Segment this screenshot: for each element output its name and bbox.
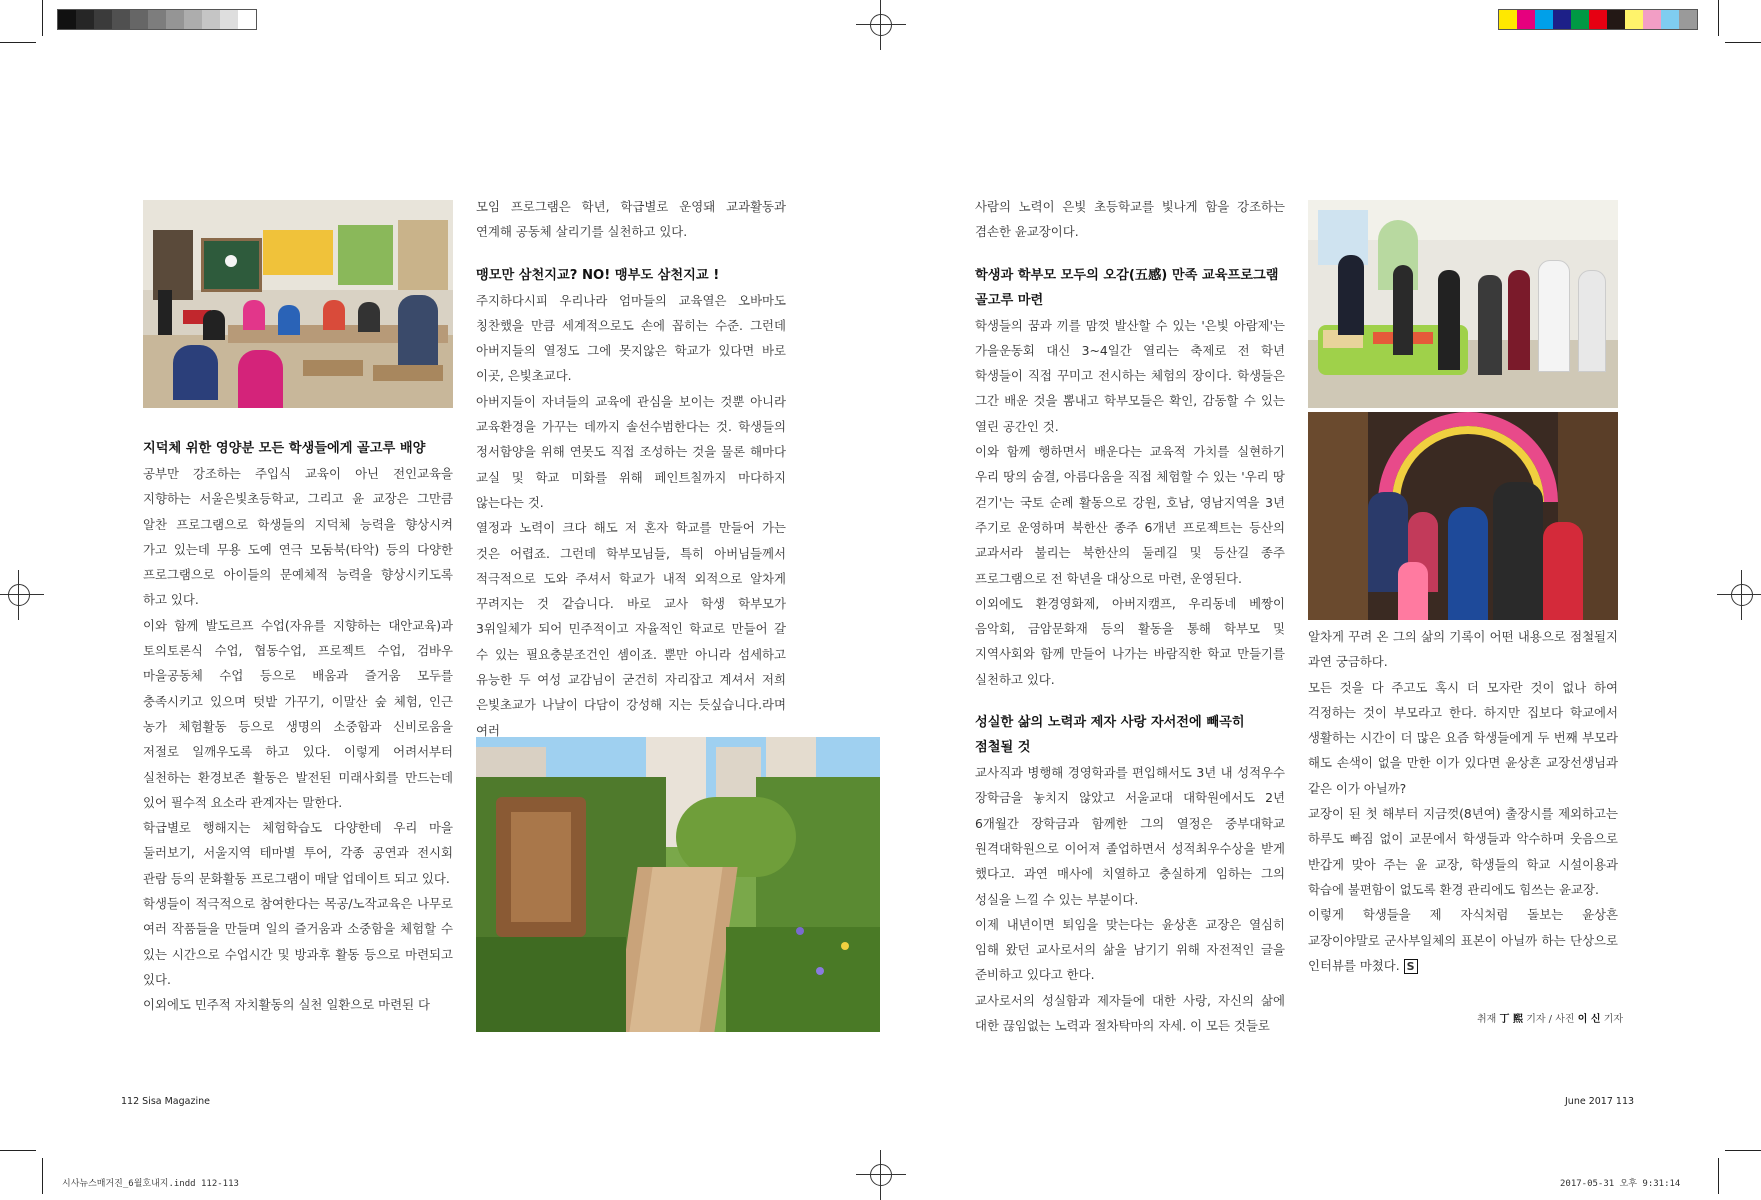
article-column-4	[1308, 624, 1618, 979]
registration-mark-bottom	[856, 1150, 906, 1200]
crop-mark-top-left-h	[0, 42, 36, 43]
section-heading-autobiography: 성실한 삶의 노력과 제자 사랑 자서전에 빼곡히 점철될 것	[975, 715, 1245, 756]
process-swatch-10	[1679, 10, 1697, 29]
crop-mark-top-left-v	[42, 0, 43, 36]
process-swatch-4	[1571, 10, 1589, 29]
byline-suffix: 기자	[1603, 1014, 1624, 1025]
process-swatch-6	[1607, 10, 1625, 29]
body-paragraph: 이외에도 민주적 자치활동의 실천 일환으로 마련된 다	[143, 997, 430, 1013]
process-swatch-0	[1499, 10, 1517, 29]
body-paragraph: 이와 함께 행하면서 배운다는 교육적 가치를 실현하기 우리 땅의 숨결, 아름다움을 직접 체험할 수 있는 '우리 땅 걷기'는 국토 순례 활동으로 강원, 호남, 영남지역을 3년 주기로 운영하며 북한산 종주 6개년 프로젝트는 등산의 교과서라 불리는 북한산의 둘레길 및 등산길 종주 프로그램으로 전 학년을 대상으로 마련, 운영된다.	[975, 444, 1285, 586]
byline-prefix: 취재	[1477, 1014, 1497, 1025]
section-heading-programs: 학생과 학부모 모두의 오감(五感) 만족 교육프로그램 골고루 마련	[975, 267, 1279, 308]
body-paragraph: 이제 내년이면 퇴임을 맞는다는 윤상흔 교장은 열심히 임해 왔던 교사로서의 삶을 남기기 위해 자전적인 글을 준비하고 있다고 한다.	[975, 916, 1285, 983]
body-paragraph	[1308, 902, 1618, 979]
body-paragraph: 이와 함께 발도르프 수업(자유를 지향하는 대안교육)과 토의토론식 수업, 협동수업, 프로젝트 수업, 검바우 마을공동체 수업 등으로 배움과 즐거움 모두를 충족시키고 있으며 텃밭 가꾸기, 이말산 숲 체험, 인근 농가 체험활동 등으로 생명의 소중함과 신비로움을 저절로 일깨우도록 하고 있다. 이렇게 어려서부터 실천하는 환경보존 활동은 발전된 미래사회를 만드는데 있어 필수적 요소라 관계자는 말한다.	[143, 617, 453, 810]
body-paragraph: 학급별로 행해지는 체험학습도 다양한데 우리 마을 둘러보기, 서울지역 테마별 투어, 각종 공연과 전시회 관람 등의 문화활동 프로그램이 매달 업데이트 되고 있다.	[143, 820, 453, 886]
grayscale-swatch-6	[166, 10, 184, 29]
grayscale-swatch-9	[220, 10, 238, 29]
school-garden-photo	[476, 737, 880, 1032]
process-swatch-9	[1661, 10, 1679, 29]
registration-mark-top	[856, 0, 906, 50]
body-paragraph-text: 이렇게 학생들을 제 자식처럼 돌보는 윤상흔 교장이야말로 군사부일체의 표본이 아닐까 하는 단상으로 인터뷰를 마쳤다.	[1308, 907, 1618, 973]
reporter-name: 丁 熙	[1499, 1014, 1523, 1025]
body-paragraph: 교사직과 병행해 경영학과를 편입해서도 3년 내 성적우수 장학금을 놓치지 않았고 서울교대 대학원에서도 2년 6개월간 장학금과 함께한 그의 열정은 중부대학교 원격대학원으로 이어져 졸업하면서 성적최우수상을 받게 했다고. 과연 매사에 치열하고 충실하게 임하는 그의 성실을 느낄 수 있는 부분이다.	[975, 765, 1285, 907]
crop-mark-bottom-left-h	[0, 1150, 36, 1151]
body-paragraph: 모든 것을 다 주고도 혹시 더 모자란 것이 없나 하여 걱정하는 것이 부모라고 한다. 하지만 집보다 학교에서 생활하는 시간이 더 많은 요즘 학생들에게 두 번째 부모라 해도 손색이 없을 만한 이가 있다면 윤상흔 교장선생님과 같은 이가 아닐까?	[1308, 679, 1618, 796]
body-paragraph: 이외에도 환경영화제, 아버지캠프, 우리동네 베짱이 음악회, 금암문화재 등의 활동을 통해 학부모 및 지역사회와 함께 만들어 나가는 바람직한 학교 만들기를 실천하고 있다.	[975, 595, 1285, 687]
body-paragraph: 공부만 강조하는 주입식 교육이 아닌 전인교육을 지향하는 서울은빛초등학교, 그리고 윤 교장은 그만큼 알찬 프로그램으로 학생들의 지덕체 능력을 향상시켜 가고 있는데 무용 도예 연극 모둠북(타악) 등의 다양한 프로그램으로 아이들의 문예체적 능력을 향상시키도록 하고 있다.	[143, 466, 453, 608]
grayscale-swatch-8	[202, 10, 220, 29]
body-paragraph: 학생들의 꿈과 끼를 맘껏 발산할 수 있는 '은빛 아람제'는 가을운동회 대신 3~4일간 열리는 축제로 전 학년 학생들이 직접 꾸미고 전시하는 체험의 장이다. 학생들은 그간 배운 것을 뽐내고 학부모들은 확인, 감동할 수 있는 열린 공간인 것.	[975, 317, 1285, 434]
grayscale-swatch-3	[112, 10, 130, 29]
grayscale-swatch-2	[94, 10, 112, 29]
byline	[1477, 1010, 1623, 1025]
grayscale-swatch-4	[130, 10, 148, 29]
grayscale-swatch-7	[184, 10, 202, 29]
process-swatch-3	[1553, 10, 1571, 29]
photographer-name: 이 신	[1577, 1014, 1601, 1025]
classroom-photo	[143, 200, 453, 408]
process-swatch-5	[1589, 10, 1607, 29]
body-paragraph: 사람의 노력이 은빛 초등학교를 빛나게 함을 강조하는 겸손한 윤교장이다.	[975, 199, 1285, 240]
crop-mark-bottom-right-v	[1718, 1158, 1719, 1194]
crop-mark-bottom-left-v	[42, 1158, 43, 1194]
folio-left: 112 Sisa Magazine	[121, 1096, 210, 1107]
section-heading-fathers: 맹모만 삼천지교? NO! 맹부도 삼천지교 !	[476, 267, 720, 283]
grayscale-swatch-5	[148, 10, 166, 29]
body-paragraph: 열정과 노력이 크다 해도 저 혼자 학교를 만들어 가는 것은 어렵죠. 그런데 학부모님들, 특히 아버님들께서 적극적으로 도와 주셔서 학교가 내적 외적으로 알차게 꾸려지는 것 같습니다. 바로 교사 학생 학부모가 3위일체가 되어 민주적이고 자율적인 학교로 만들어 갈 수 있는 필요충분조건인 셈이죠. 뿐만 아니라 섬세하고 유능한 두 여성 교감님이 굳건히 자리잡고 계셔서 저희 은빛초교가 나날이 다담이 강성해 지는 듯싶습니다.라며 여러	[476, 520, 786, 738]
end-mark: S	[1404, 959, 1418, 974]
article-column-3	[975, 194, 1285, 1038]
process-swatch-2	[1535, 10, 1553, 29]
body-paragraph: 학생들이 적극적으로 참여한다는 목공/노작교육은 나무로 여러 작품들을 만들며 일의 즐거움과 소중함을 체험할 수 있는 시간으로 수업시간 및 방과후 활동 등으로 마련되고 있다.	[143, 896, 453, 987]
crop-mark-top-right-v	[1718, 0, 1719, 36]
grayscale-swatch-10	[238, 10, 256, 29]
process-swatch-7	[1625, 10, 1643, 29]
article-column-1	[143, 436, 453, 1018]
crop-mark-bottom-right-h	[1725, 1150, 1761, 1151]
body-paragraph: 알차게 꾸려 온 그의 삶의 기록이 어떤 내용으로 점철될지 과연 궁금하다.	[1308, 629, 1618, 670]
body-paragraph: 교사로서의 성실함과 제자들에 대한 사랑, 자신의 삶에 대한 끊임없는 노력과 절차탁마의 자세. 이 모든 것들로	[975, 992, 1285, 1034]
body-paragraph: 아버지들이 자녀들의 교육에 관심을 보이는 것뿐 아니라 교육환경을 가꾸는 데까지 솔선수범한다는 것. 학생들의 정서함양을 위해 연못도 직접 조성하는 것을 물론 해마다 교실 및 학교 미화를 위해 페인트칠까지 마다하지 않는다는 것.	[476, 393, 786, 510]
registration-mark-right	[1717, 570, 1761, 620]
byline-middle: 기자 / 사진	[1526, 1014, 1575, 1025]
balloon-arch-photo	[1308, 412, 1618, 620]
body-paragraph: 주지하다시피 우리나라 엄마들의 교육열은 오바마도 칭찬했을 만큼 세계적으로도 손에 꼽히는 수준. 그런데 아버지들의 열정도 그에 못지않은 학교가 있다면 바로 이곳, 은빛초교다.	[476, 292, 786, 384]
grayscale-color-bar	[57, 9, 257, 30]
hallway-exhibit-photo	[1308, 200, 1618, 408]
crop-mark-top-right-h	[1725, 42, 1761, 43]
folio-right: June 2017 113	[1565, 1096, 1635, 1107]
section-heading-nutrients: 지덕체 위한 영양분 모든 학생들에게 골고루 배양	[143, 441, 426, 456]
process-swatch-1	[1517, 10, 1535, 29]
process-swatch-8	[1643, 10, 1661, 29]
body-paragraph: 교장이 된 첫 해부터 지금껏(8년여) 출장시를 제외하고는 하루도 빠짐 없이 교문에서 학생들과 악수하며 웃음으로 반갑게 맞아 주는 윤 교장, 학생들의 학교 시설이용과 학습에 불편함이 없도록 환경 관리에도 힘쓰는 윤교장.	[1308, 806, 1618, 897]
process-color-bar	[1498, 9, 1698, 30]
slug-timestamp: 2017-05-31 오후 9:31:14	[1560, 1179, 1681, 1189]
grayscale-swatch-1	[76, 10, 94, 29]
article-column-2	[476, 194, 786, 743]
slug-file-name: 시사뉴스매거진_6월호내지.indd 112-113	[62, 1179, 239, 1189]
body-paragraph: 모임 프로그램은 학년, 학급별로 운영돼 교과활동과 연계해 공동체 살리기를 실천하고 있다.	[476, 199, 786, 240]
registration-mark-left	[0, 570, 44, 620]
grayscale-swatch-0	[58, 10, 76, 29]
